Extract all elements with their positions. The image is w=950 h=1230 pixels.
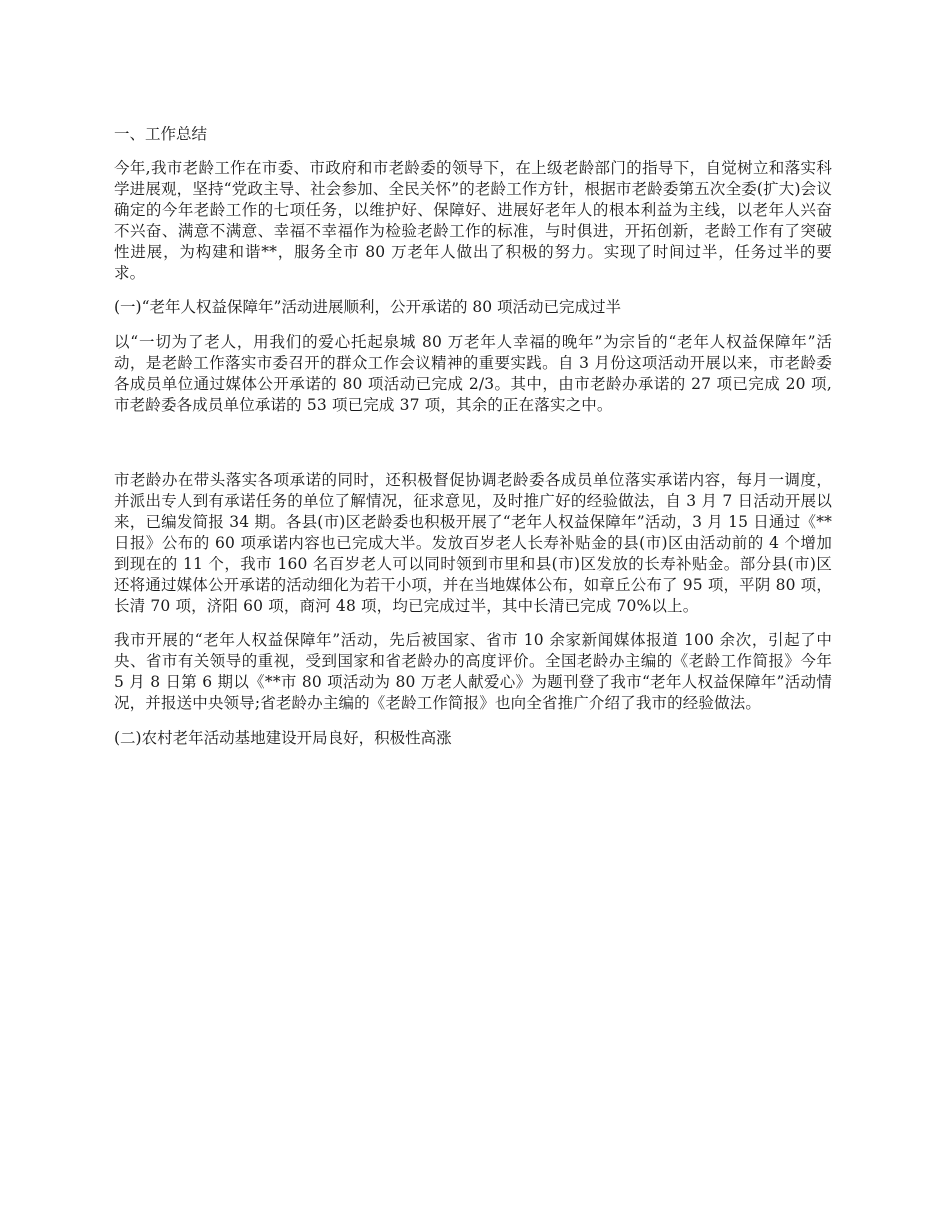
paragraph-commitment-implementation: 市老龄办在带头落实各项承诺的同时，还积极督促协调老龄委各成员单位落实承诺内容，每月一调度，并派出专人到有承诺任务的单位了解情况，征求意见，及时推广好的经验做法，自 3 月 7 日活动开展以来，已编发简报 34 期。各县(市)区老龄委也积极开展了“老年人权益保障年”活动，3 月 15 日通过《**日报》公布的 60 项承诺内容也已完成大半。发放百岁老人长寿补贴金的县(市)区由活动前的 4 个增加到现在的 11 个，我市 160 名百岁老人可以同时领到市里和县(市)区发放的长寿补贴金。部分县(市)区还将通过媒体公开承诺的活动细化为若干小项，并在当地媒体公布，如章丘公布了 95 项，平阴 80 项，长清 70 项，济阳 60 项，商河 48 项，均已完成过半，其中长清已完成 70%以上。 <box>114 471 832 615</box>
paragraph-media-coverage: 我市开展的“老年人权益保障年”活动，先后被国家、省市 10 余家新闻媒体报道 100 余次，引起了中央、省市有关领导的重视，受到国家和省老龄办的高度评价。全国老龄办主编的《老龄工作简报》今年 5 月 8 日第 6 期以《**市 80 项活动为 80 万老人献爱心》为题刊登了我市“老年人权益保障年”活动情况，并报送中央领导;省老龄办主编的《老龄工作简报》也向全省推广介绍了我市的经验做法。 <box>114 631 832 712</box>
paragraph-rights-protection-activity: 以“一切为了老人，用我们的爱心托起泉城 80 万老年人幸福的晚年”为宗旨的“老年人权益保障年”活动，是老龄工作落实市委召开的群众工作会议精神的重要实践。自 3 月份这项活动开展以来，市老龄委各成员单位通过媒体公开承诺的 80 项活动已完成 2/3。其中，由市老龄办承诺的 27 项已完成 20 项,市老龄委各成员单位承诺的 53 项已完成 37 项，其余的正在落实之中。 <box>114 333 832 414</box>
document-page <box>114 124 832 749</box>
subheading-rural-activity-base: (二)农村老年活动基地建设开局良好，积极性高涨 <box>114 729 452 747</box>
section-title: 一、工作总结 <box>114 125 208 143</box>
subheading-rights-protection-year: (一)“老年人权益保障年”活动进展顺利，公开承诺的 80 项活动已完成过半 <box>114 298 622 316</box>
paragraph-work-summary: 今年,我市老龄工作在市委、市政府和市老龄委的领导下，在上级老龄部门的指导下，自觉树立和落实科学进展观，坚持“党政主导、社会参加、全民关怀”的老龄工作方针，根据市老龄委第五次全委(扩大)会议确定的今年老龄工作的七项任务，以维护好、保障好、进展好老年人的根本利益为主线，以老年人兴奋不兴奋、满意不满意、幸福不幸福作为检验老龄工作的标准，与时俱进，开拓创新，老龄工作有了突破性进展，为构建和谐**，服务全市 80 万老年人做出了积极的努力。实现了时间过半，任务过半的要求。 <box>114 159 832 282</box>
